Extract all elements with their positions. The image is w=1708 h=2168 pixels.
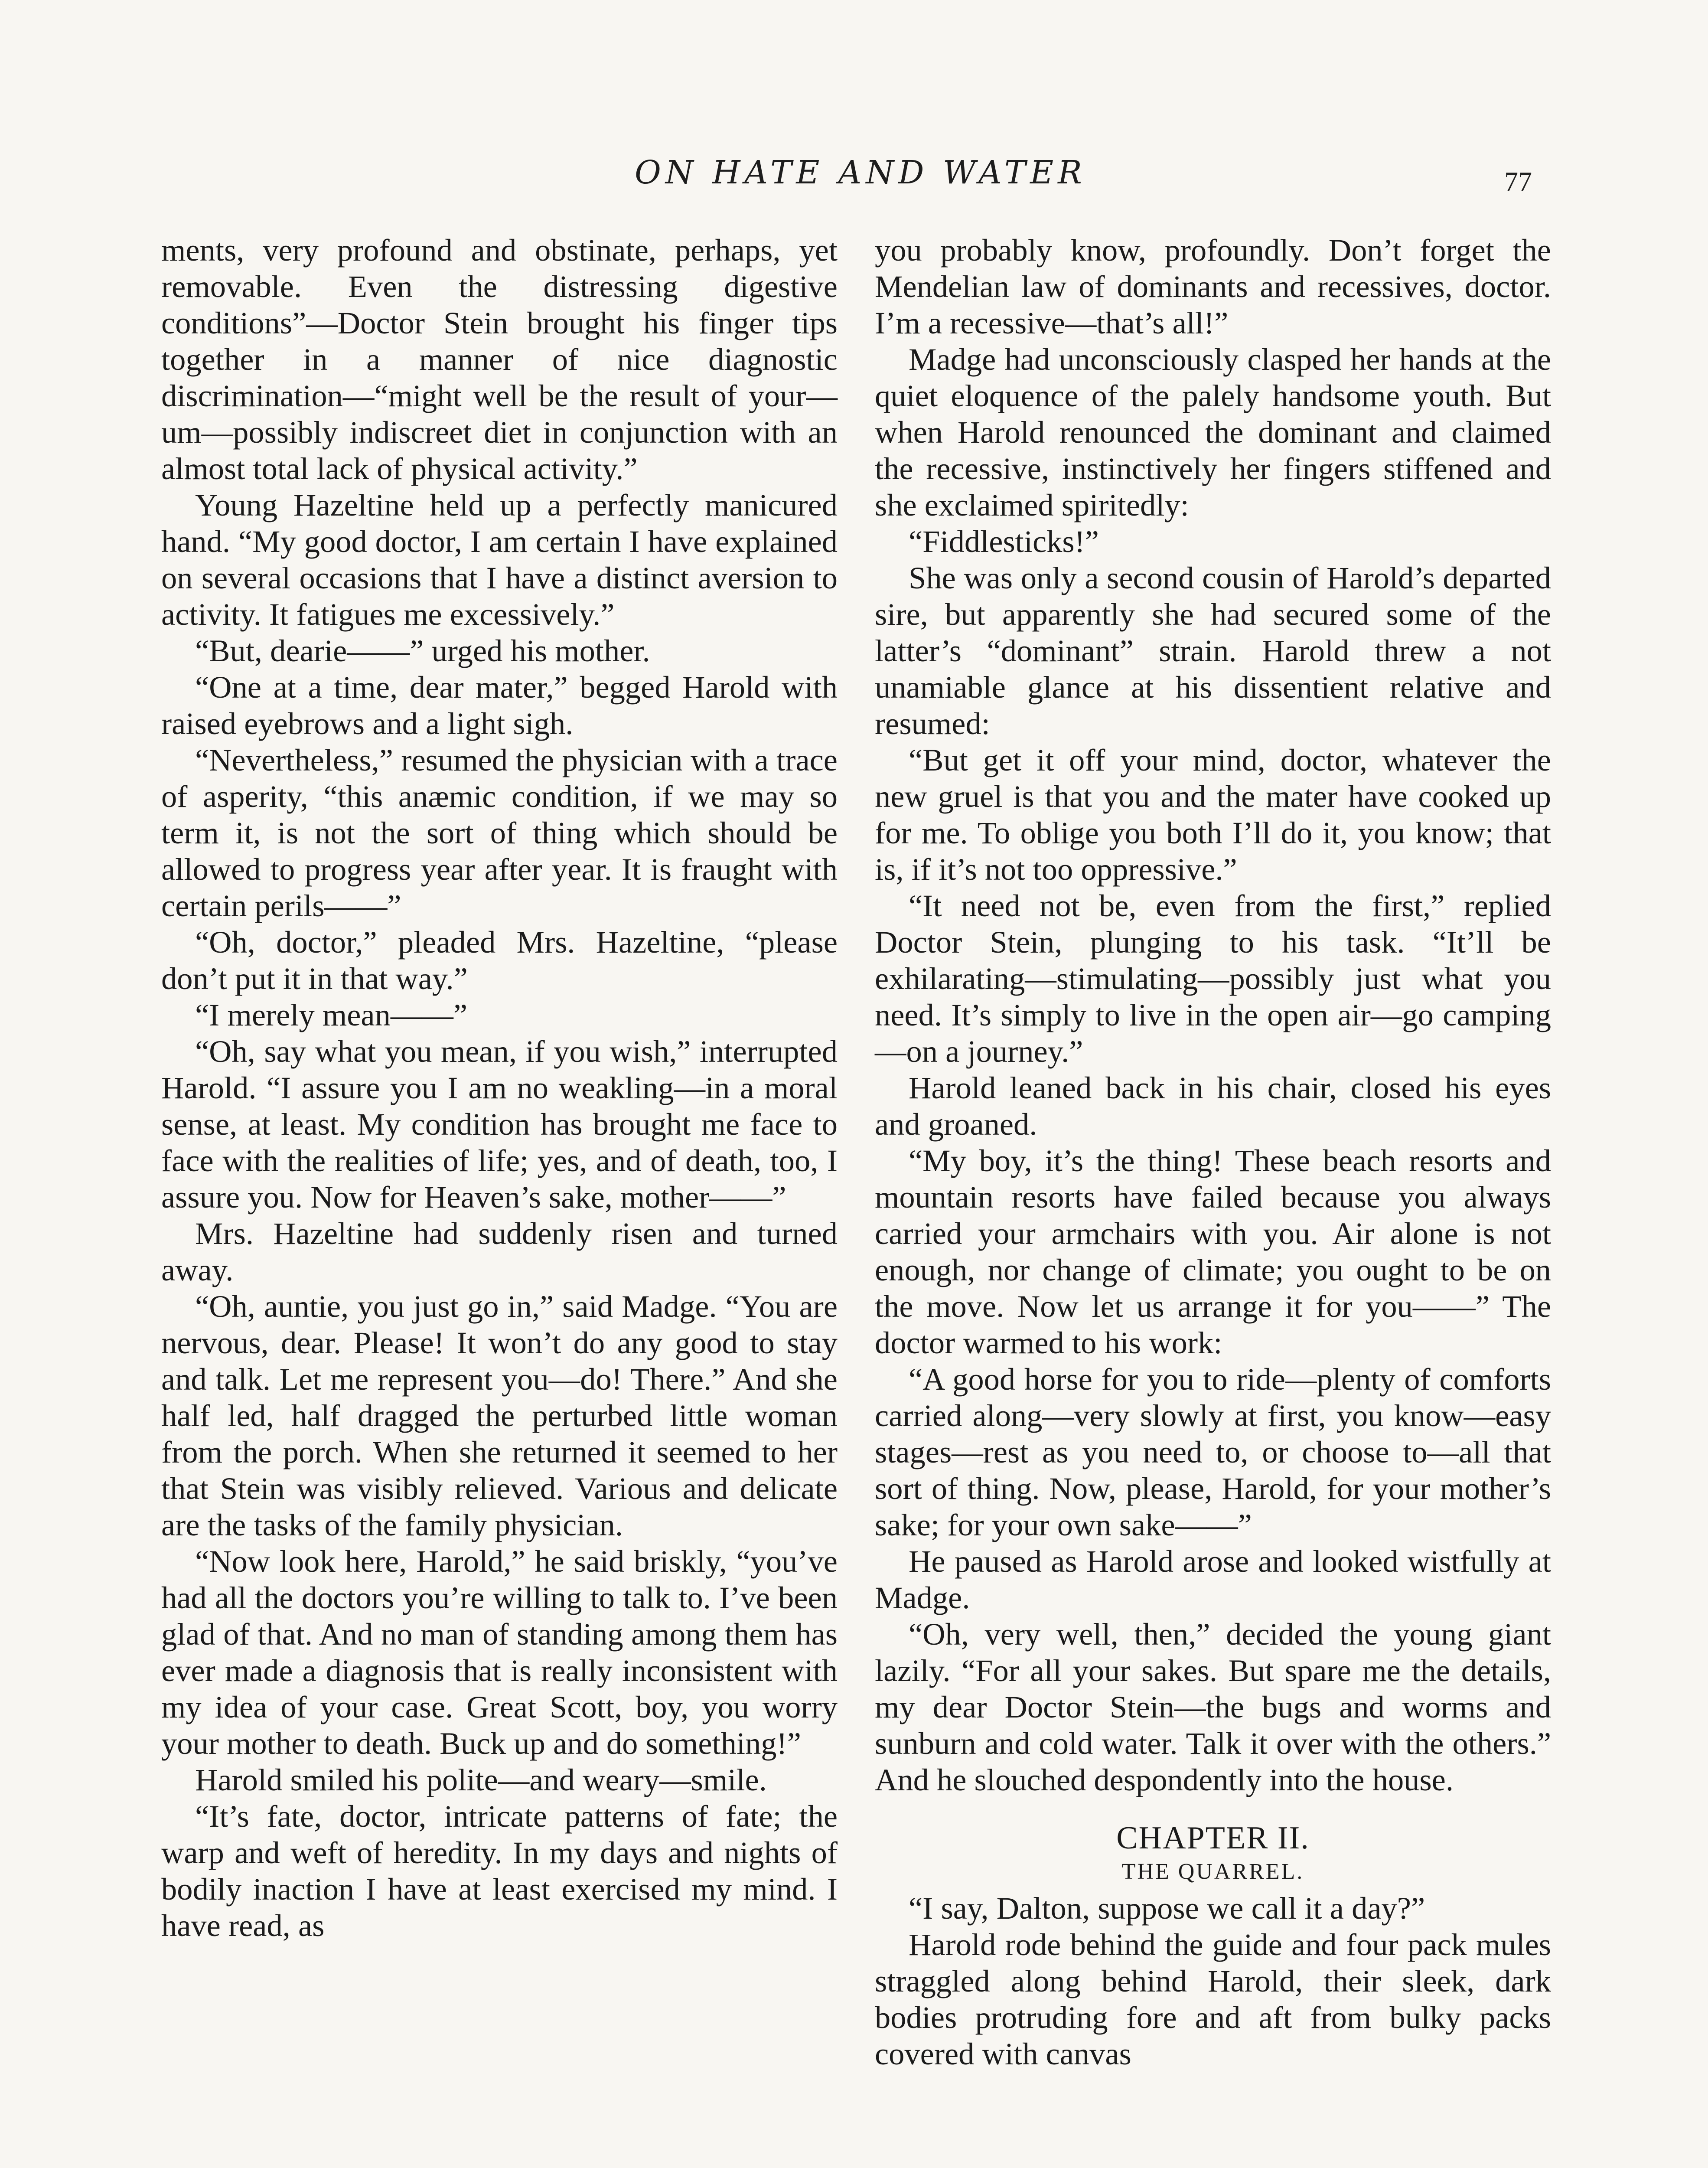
paragraph: “It’s fate, doctor, intricate patterns of fate; the warp and weft of heredity. In my days and nights of bodily inaction I have at least exercised my mind. I have read, as — [161, 1799, 838, 1943]
right-text-column — [875, 232, 1551, 2072]
paragraph: you probably know, profoundly. Don’t forget the Mendelian law of dominants and recessives, doctor. I’m a recessive—that’s all!” — [875, 232, 1551, 340]
paragraph: “But, dearie——” urged his mother. — [195, 633, 650, 668]
paragraph: “One at a time, dear mater,” begged Harold with raised eyebrows and a light sigh. — [161, 669, 838, 741]
paragraph: “Oh, auntie, you just go in,” said Madge. “You are nervous, dear. Please! It won’t do any good to stay and talk. Let me represent you—do! There.” And she half led, half dragged the perturbed little woman from the porch. When she returned it seemed to her that Stein was visibly relieved. Various and delicate are the tasks of the family physician. — [161, 1289, 838, 1542]
paragraph: Madge had unconsciously clasped her hands at the quiet eloquence of the palely handsome youth. But when Harold renounced the dominant and claimed the recessive, instinctively her fingers stiffened and she exclaimed spiritedly: — [875, 342, 1551, 522]
paragraph: Young Hazeltine held up a perfectly manicured hand. “My good doctor, I am certain I have explained on several occasions that I have a distinct aversion to activity. It fatigues me excessively.” — [161, 487, 838, 632]
paragraph: “Now look here, Harold,” he said briskly, “you’ve had all the doctors you’re willing to talk to. I’ve been glad of that. And no man of standing among them has ever made a diagnosis that is really inconsistent with my idea of your case. Great Scott, boy, you worry your mother to death. Buck up and do something!” — [161, 1544, 838, 1761]
paragraph: Harold leaned back in his chair, closed his eyes and groaned. — [875, 1070, 1551, 1142]
paragraph: Mrs. Hazeltine had suddenly risen and turned away. — [161, 1216, 838, 1287]
paragraph: “Oh, very well, then,” decided the young giant lazily. “For all your sakes. But spare me the details, my dear Doctor Stein—the bugs and worms and sunburn and cold water. Talk it over with the others.” And he slouched despondently into the house. — [875, 1616, 1551, 1797]
left-text-column — [161, 232, 838, 1944]
paragraph: “It need not be, even from the first,” replied Doctor Stein, plunging to his task. “It’ll be exhilarating—stimulating—possibly just what you need. It’s simply to live in the open air—go camping—on a journey.” — [875, 888, 1551, 1069]
paragraph: “I say, Dalton, suppose we call it a day?” — [909, 1890, 1425, 1926]
chapter-title: CHAPTER II. — [1116, 1820, 1310, 1856]
paragraph: ments, very profound and obstinate, perhaps, yet removable. Even the distressing digestive conditions”—Doctor Stein brought his finger tips together in a manner of nice diagnostic discrimination—“might well be the result of your—um—possibly indiscreet diet in conjunction with an almost total lack of physical activity.” — [161, 232, 838, 486]
paragraph: “A good horse for you to ride—plenty of comforts carried along—very slowly at first, you know—easy stages—rest as you need to, or choose to—all that sort of thing. Now, please, Harold, for your mother’s sake; for your own sake——” — [875, 1362, 1551, 1542]
page-number: 77 — [1504, 166, 1532, 197]
paragraph: “My boy, it’s the thing! These beach resorts and mountain resorts have failed because you always carried your armchairs with you. Air alone is not enough, nor change of climate; you ought to be on the move. Now let us arrange it for you——” The doctor warmed to his work: — [875, 1143, 1551, 1360]
running-head-title: ON HATE AND WATER — [635, 154, 1086, 191]
paragraph: Harold smiled his polite—and weary—smile. — [195, 1762, 767, 1797]
chapter-subtitle: THE QUARREL. — [1121, 1859, 1304, 1884]
paragraph: “I merely mean——” — [195, 997, 468, 1032]
paragraph: “Nevertheless,” resumed the physician with a trace of asperity, “this anæmic condition, if we may so term it, is not the sort of thing which should be allowed to progress year after year. It is fraught with certain perils——” — [161, 742, 838, 923]
paragraph: “Oh, doctor,” pleaded Mrs. Hazeltine, “please don’t put it in that way.” — [161, 924, 838, 996]
paragraph: “Fiddlesticks!” — [909, 524, 1099, 559]
paragraph: She was only a second cousin of Harold’s departed sire, but apparently she had secured some of the latter’s “dominant” strain. Harold threw a not unamiable glance at his dissentient relative and resumed: — [875, 560, 1551, 741]
paragraph: “But get it off your mind, doctor, whatever the new gruel is that you and the mater have cooked up for me. To oblige you both I’ll do it, you know; that is, if it’s not too oppressive.” — [875, 742, 1551, 887]
paragraph: He paused as Harold arose and looked wistfully at Madge. — [875, 1544, 1551, 1615]
paragraph: Harold rode behind the guide and four pack mules straggled along behind Harold, their sleek, dark bodies protruding fore and aft from bulky packs covered with canvas — [875, 1927, 1551, 2071]
paragraph: “Oh, say what you mean, if you wish,” interrupted Harold. “I assure you I am no weakling—in a moral sense, at least. My condition has brought me face to face with the realities of life; yes, and of death, too, I assure you. Now for Heaven’s sake, mother——” — [161, 1034, 838, 1215]
